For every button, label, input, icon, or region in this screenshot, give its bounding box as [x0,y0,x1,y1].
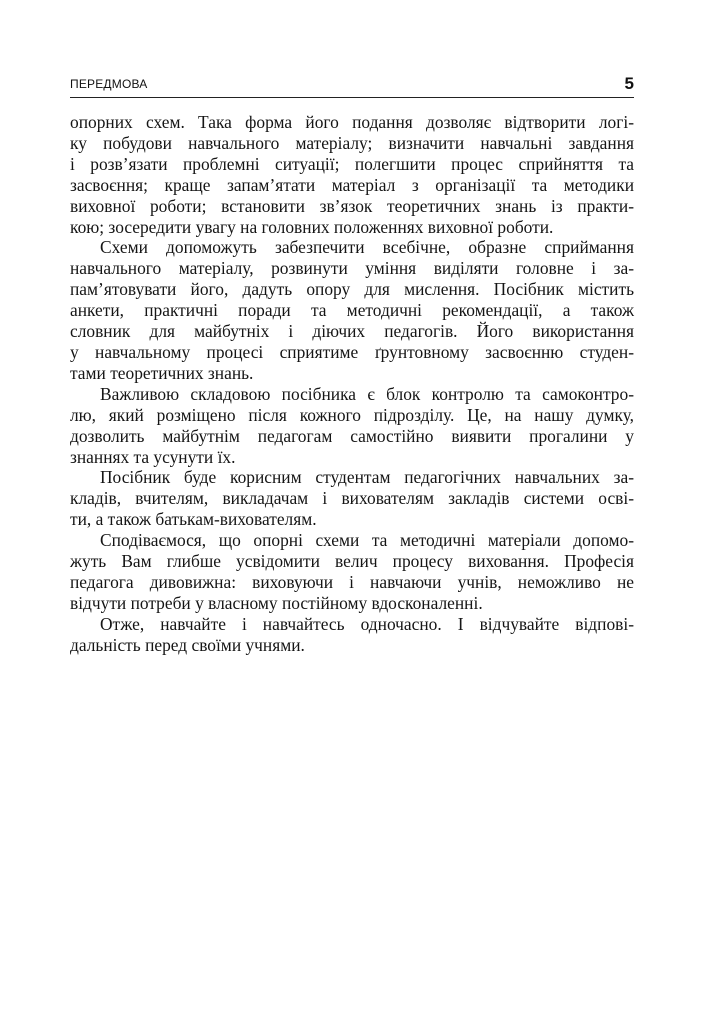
paragraph [70,237,634,383]
text-line: ти, а також батькам-вихователям. [70,509,317,530]
header-divider [70,97,634,98]
text-line: кладів, вчителям, викладачам і вихователям закладів системи осві- [70,488,634,509]
paragraph [70,614,634,656]
text-line: лю, який розміщено після кожного підрозділу. Це, на нашу думку, [70,404,634,425]
text-line: відчути потреби у власному постійному вдосконаленні. [70,592,483,613]
text-line: пам’ятовувати його, дадуть опору для мислення. Посібник містить [70,279,634,300]
paragraph [70,530,634,614]
page-number: 5 [624,74,634,93]
text-line: у навчальному процесі сприятиме ґрунтовному засвоєнню студен- [70,341,634,362]
text-line: і розв’язати проблемні ситуації; полегшити процес сприйняття та [70,153,634,174]
text-line: педагога дивовижна: виховуючи і навчаючи учнів, неможливо не [70,571,634,592]
section-title: ПЕРЕДМОВА [70,77,148,91]
paragraph [70,112,634,237]
paragraph [70,384,634,468]
text-line: навчального матеріалу, розвинути уміння виділяти головне і за- [70,258,634,279]
text-line: Посібник буде корисним студентам педагогічних навчальних за- [100,467,634,488]
text-line: дозволить майбутнім педагогам самостійно виявити прогалини у [70,425,634,446]
text-line: виховної роботи; встановити зв’язок теоретичних знань із практи- [70,195,634,216]
text-line: ку побудови навчального матеріалу; визначити навчальні завдання [70,132,634,153]
body-text [70,112,634,656]
text-line: Сподіваємося, що опорні схеми та методичні матеріали допомо- [100,530,634,551]
running-head [70,74,634,96]
text-line: Важливою складовою посібника є блок контролю та самоконтро- [100,383,634,404]
text-line: Отже, навчайте і навчайтесь одночасно. І відчувайте відпові- [100,613,634,634]
text-line: кою; зосередити увагу на головних положеннях виховної роботи. [70,216,554,237]
text-line: анкети, практичні поради та методичні рекомендації, а також [70,300,634,321]
text-line: знаннях та усунути їх. [70,446,236,467]
text-line: дальність перед своїми учнями. [70,634,305,655]
text-line: жуть Вам глибше усвідомити велич процесу виховання. Професія [70,551,634,572]
text-line: словник для майбутніх і діючих педагогів. Його використання [70,321,634,342]
paragraph [70,467,634,530]
text-line: засвоєння; краще запам’ятати матеріал з організації та методики [70,174,634,195]
text-line: Схеми допоможуть забезпечити всебічне, образне сприймання [100,237,634,258]
text-line: тами теоретичних знань. [70,362,254,383]
text-line: опорних схем. Така форма його подання дозволяє відтворити логі- [70,112,634,132]
